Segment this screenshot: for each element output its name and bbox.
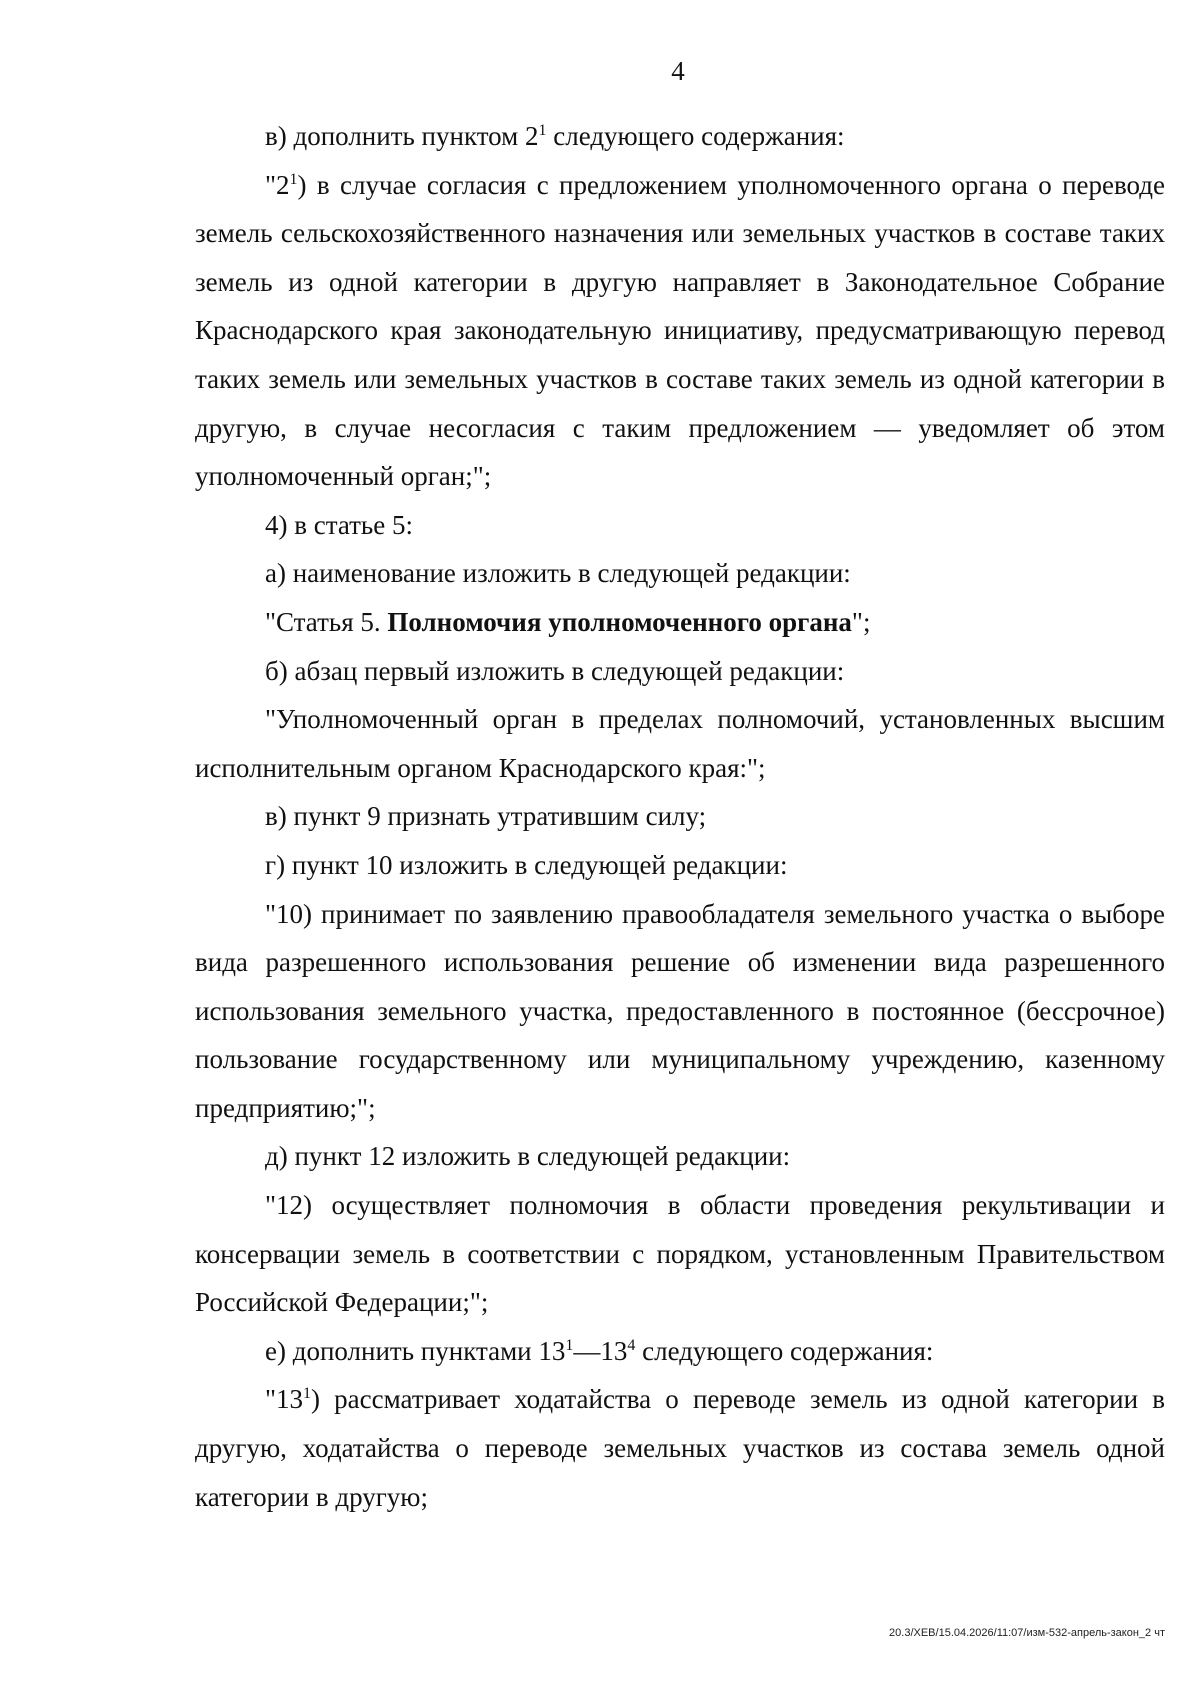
- article-title: Полномочия уполномоченного органа: [387, 606, 852, 637]
- paragraph-11: д) пункт 12 изложить в следующей редакции:: [265, 1141, 791, 1172]
- paragraph-6: б) абзац первый изложить в следующей редакции:: [265, 655, 845, 686]
- document-footer-code: 20.3/ХЕВ/15.04.2026/11:07/изм-532-апрель-закон_2 чт: [889, 1627, 1165, 1639]
- paragraph-7: "Уполномоченный орган в пределах полномочий, установленных высшим исполнительным органом Краснодарского края:";: [195, 704, 1165, 783]
- paragraph-10: "10) принимает по заявлению правообладателя земельного участка о выборе вида разрешенного использования решение об изменении вида разрешенного использования земельного участка, предоставленного в постоянное (бессрочное) пользование государственному или муниципальному учреждению, казенному предприятию;";: [195, 898, 1165, 1123]
- paragraph-12: "12) осуществляет полномочия в области проведения рекультивации и консервации земель в соответствии с порядком, установленным Правительством Российской Федерации;";: [195, 1190, 1165, 1318]
- paragraph-1: в) дополнить пунктом $2^1$ следующего содержания:: [265, 121, 845, 151]
- paragraph-2: "$2^1$) в случае согласия с предложением уполномоченного органа о переводе земель сельскохозяйственного назначения или земельных участков в составе таких земель из одной категории в другую направляет в Законодательное Собрание Краснодарского края законодательную инициативу, предусматривающую перевод таких земель или земельных участков в составе таких земель из одной категории в другую, в случае несогласия с таким предложением — уведомляет об этом уполномоченный орган;";: [195, 169, 1165, 492]
- paragraph-4: а) наименование изложить в следующей редакции:: [265, 558, 851, 589]
- document-body: [195, 112, 1165, 1521]
- paragraph-13: е) дополнить пунктами $13^1—13^4$ следующего содержания:: [265, 1335, 934, 1366]
- paragraph-9: г) пункт 10 изложить в следующей редакции:: [265, 849, 788, 880]
- paragraph-5: "Статья 5. Полномочия уполномоченного органа";: [265, 606, 871, 637]
- page-number: 4: [671, 56, 685, 86]
- paragraph-3: 4) в статье 5:: [265, 509, 413, 540]
- paragraph-14: "$13^1$) рассматривает ходатайства о переводе земель из одной категории в другую, ходатайства о переводе земельных участков из состава земель одной категории в другую;: [195, 1384, 1165, 1512]
- paragraph-8: в) пункт 9 признать утратившим силу;: [265, 801, 707, 832]
